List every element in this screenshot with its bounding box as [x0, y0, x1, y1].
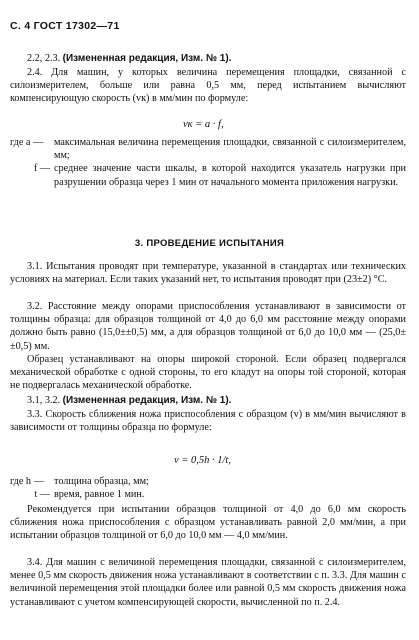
definition-row: [10, 488, 406, 501]
paragraph-text: 2.4. Для машин, у которых величина перемещения площадки, связанной с силоизмерителем, больше или равна 0,5 мм, перед испытанием вычисляют компенсирующую скорость (vк) в мм/мин по формуле:: [10, 67, 406, 105]
formula-compensating-speed: vк = a · f,: [183, 119, 224, 130]
paragraph-3-2: [10, 300, 406, 353]
definition-text: максимальная величина перемещения площадки, связанной с силоизмерителем, мм;: [54, 137, 406, 162]
paragraph-recommendation: [10, 503, 406, 543]
definition-term: t —: [34, 489, 50, 501]
paragraph-text: 3.4. Для машин с величиной перемещения площадки, связанной с силоизмерителем, менее 0,5 мм скорость движения ножа устанавливают в соответствии с п. 3.3. Для машин с величиной перемещения этой площадки более или равной 0,5 мм скорость движения ножа устанавливают с учетом компенсирующей скорости, вычисленной по п. 2.4.: [10, 557, 406, 608]
paragraph-3-2-continued: [10, 353, 406, 393]
definition-term: f —: [33, 163, 50, 175]
definition-row: [10, 136, 406, 162]
formula-approach-speed: v = 0,5h · 1/t,: [174, 455, 231, 466]
paragraph-text: Рекомендуется при испытании образцов толщиной от 4,0 до 6,0 мм скорость сближения ножа приспособления с образцом устанавливать равной 2,0 мм/мин, а при испытании образцов толщиной от 6,0 до 10,0 мм — 4,0 мм/мин.: [10, 504, 406, 542]
paragraph-3-3: [10, 408, 406, 434]
definition-term: где h —: [10, 476, 44, 487]
amendment-note: (Измененная редакция, Изм. № 1).: [62, 395, 232, 406]
definitions-list-1: [10, 136, 406, 189]
definition-text: время, равное 1 мин.: [54, 489, 145, 501]
clause-numbers: 3.1, 3.2.: [27, 395, 63, 406]
definition-row: [10, 475, 406, 488]
paragraph-3-1: [10, 260, 406, 286]
paragraph-2-4: [10, 66, 406, 106]
paragraph-3-4: [10, 556, 406, 609]
definitions-list-2: [10, 475, 406, 501]
amendment-note: (Измененная редакция, Изм. № 1).: [62, 53, 232, 64]
paragraph-text: 3.2. Расстояние между опорами приспособления устанавливают в зависимости от толщины образца: для образцов толщиной от 4,0 до 6,0 мм расстояние между опорами должно быть равно (15,0±±0,5) мм, а для образцов толщиной от 6,0 до 10,0 мм — (25,0±±0,5) мм.: [10, 301, 406, 352]
definition-term: где a —: [10, 137, 44, 148]
paragraph-text: Образец устанавливают на опоры широкой стороной. Если образец подвергался механической обработке с одной стороны, то его кладут на опоры той стороной, которая не подвергалась механической обработке.: [10, 354, 406, 392]
definition-text: среднее значение части шкалы, в которой находится указатель нагрузки при разрушении образца через 1 мин от начального момента приложения нагрузки.: [54, 163, 406, 188]
paragraph-text: 3.1. Испытания проводят при температуре, указанной в стандартах или технических условиях на материал. Если таких указаний нет, то испытания проводят при (23±2) °С.: [10, 261, 406, 286]
paragraph-text: 3.3. Скорость сближения ножа приспособления с образцом (v) в мм/мин вычисляют в зависимости от толщины образца по формуле:: [10, 409, 406, 434]
section-heading: 3. ПРОВЕДЕНИЕ ИСПЫТАНИЯ: [134, 238, 285, 249]
clause-numbers: 2.2, 2.3.: [27, 53, 63, 64]
paragraph-3-1-3-2-amendment: [10, 394, 406, 407]
definition-text: толщина образца, мм;: [54, 476, 149, 487]
page-header: С. 4 ГОСТ 17302—71: [10, 20, 120, 32]
definition-row: [10, 162, 406, 188]
paragraph-2-2-2-3: [10, 52, 406, 65]
